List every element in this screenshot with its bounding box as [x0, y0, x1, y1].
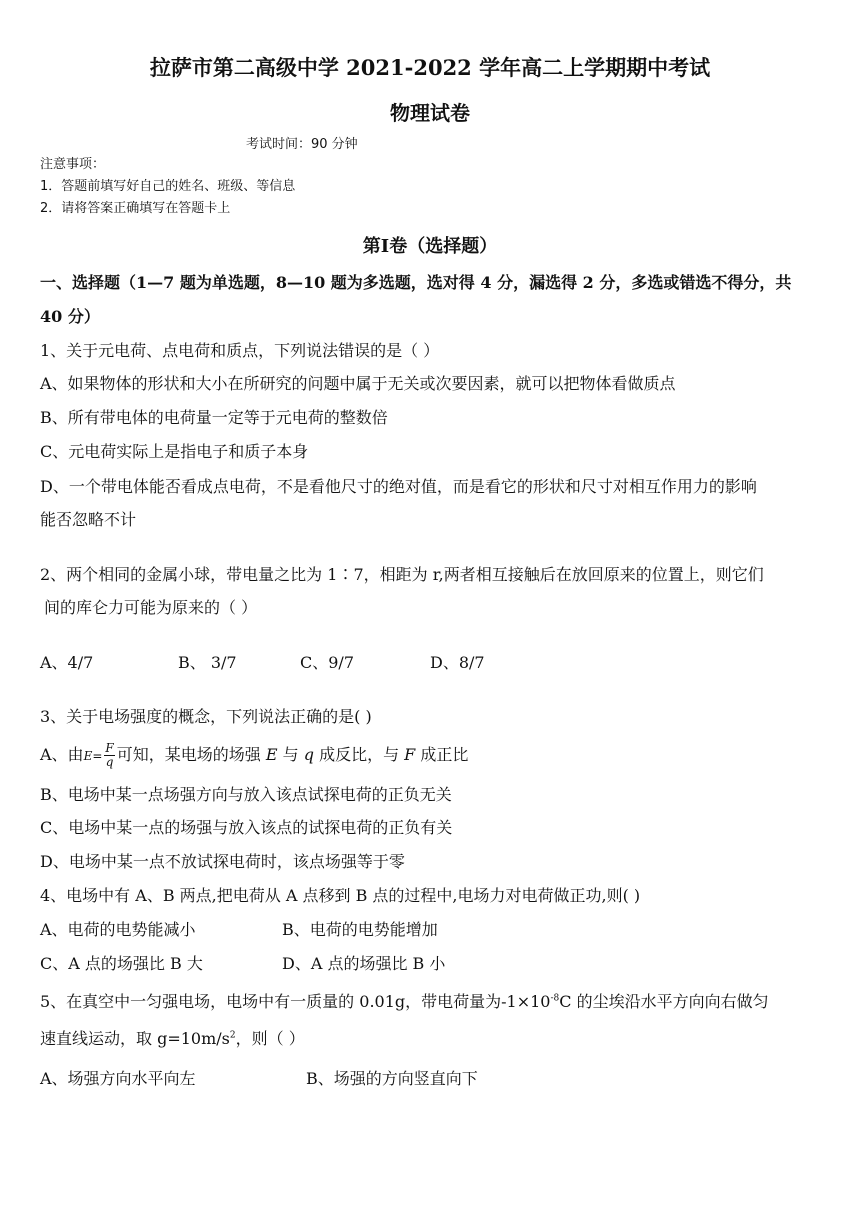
q2-stem-line-2: 间的库仑力可能为原来的（ ） [44, 598, 258, 617]
q3-a-sym-f: F [404, 745, 416, 764]
q3-a-suffix-1: 可知，某电场的场强 [116, 745, 261, 764]
q1-option-a: A、如果物体的形状和大小在所研究的问题中属于无关或次要因素，就可以把物体看做质点 [40, 374, 676, 393]
q2-option-d: D、8/7 [430, 653, 485, 672]
q3-stem: 3、关于电场强度的概念，下列说法正确的是( ) [40, 707, 372, 726]
q3-a-frac-den: q [105, 755, 114, 769]
q5-option-a: A、场强方向水平向左 [40, 1069, 196, 1088]
q3-a-fraction [104, 742, 114, 769]
q2-stem-line-1: 2、两个相同的金属小球，带电量之比为 1∶7，相距为 r,两者相互接触后在放回原来的位置上，则它们 [40, 565, 764, 584]
q5-stem-1a: 5、在真空中一匀强电场，电场中有一质量的 0.01g，带电荷量为-1×10 [40, 992, 551, 1011]
q4-option-c: C、A 点的场强比 B 大 [40, 954, 203, 973]
q3-option-c: C、电场中某一点的场强与放入该点的试探电荷的正负有关 [40, 818, 453, 837]
q4-option-d: D、A 点的场强比 B 小 [282, 954, 446, 973]
q3-a-suffix-3: 成反比，与 [319, 745, 400, 764]
q5-stem-1-sup: -8 [550, 993, 560, 1004]
q4-option-a: A、电荷的电势能减小 [40, 920, 196, 939]
q2-option-b: B、 3/7 [178, 653, 237, 672]
q3-a-sym-q: q [303, 745, 314, 764]
q4-option-b: B、电荷的电势能增加 [282, 920, 438, 939]
q5-stem-2b: ，则（ ） [235, 1029, 305, 1048]
notice-item-2: 2．请将答案正确填写在答题卡上 [40, 201, 231, 216]
q5-stem-2-sup: 2 [229, 1030, 236, 1041]
q5-stem-line-2 [40, 1028, 305, 1050]
q5-stem-line-1 [40, 991, 769, 1013]
q5-stem-1b: C 的尘埃沿水平方向向右做匀 [559, 992, 769, 1011]
exam-subtitle: 物理试卷 [390, 101, 470, 125]
q1-option-d-line-2: 能否忽略不计 [40, 510, 137, 529]
exam-time: 考试时间：90 分钟 [246, 137, 358, 152]
q3-option-a [40, 742, 468, 769]
q2-option-c: C、9/7 [300, 653, 354, 672]
exam-title: 拉萨市第二高级中学 2021-2022 学年高二上学期期中考试 [149, 55, 711, 80]
q5-stem-2a: 速直线运动，取 g=10m/s [40, 1029, 230, 1048]
q1-option-c: C、元电荷实际上是指电子和质子本身 [40, 442, 309, 461]
q3-a-suffix-4: 成正比 [420, 745, 469, 764]
q3-a-prefix: A、由 [40, 745, 84, 764]
q3-a-sym-e: E [265, 745, 278, 764]
q3-a-suffix-2: 与 [282, 745, 299, 764]
q1-option-b: B、所有带电体的电荷量一定等于元电荷的整数倍 [40, 408, 388, 427]
q1-stem: 1、关于元电荷、点电荷和质点，下列说法错误的是（ ） [40, 341, 440, 360]
q3-a-frac-num: F [105, 741, 114, 755]
q3-a-eq-sign: = [92, 749, 103, 763]
q3-option-b: B、电场中某一点场强方向与放入该点试探电荷的正负无关 [40, 785, 452, 804]
q3-a-eq-lhs: E [83, 749, 93, 763]
q1-option-d-line-1: D、一个带电体能否看成点电荷，不是看他尺寸的绝对值，而是看它的形状和尺寸对相互作用力的影响 [40, 477, 757, 496]
notice-item-1: 1．答题前填写好自己的姓名、班级、等信息 [40, 179, 296, 194]
q2-option-a: A、4/7 [40, 653, 94, 672]
notice-heading: 注意事项： [40, 157, 106, 172]
section-title: 第Ⅰ卷（选择题） [362, 236, 498, 257]
q3-option-d: D、电场中某一点不放试探电荷时，该点场强等于零 [40, 852, 405, 871]
section-instruction-line-2: 40 分） [40, 307, 100, 326]
section-instruction-line-1: 一、选择题（1—7 题为单选题，8—10 题为多选题，选对得 4 分，漏选得 2 分，多选或错选不得分，共 [40, 273, 792, 292]
q5-option-b: B、场强的方向竖直向下 [306, 1069, 478, 1088]
q4-stem: 4、电场中有 A、B 两点,把电荷从 A 点移到 B 点的过程中,电场力对电荷做正功,则( ) [40, 886, 641, 905]
